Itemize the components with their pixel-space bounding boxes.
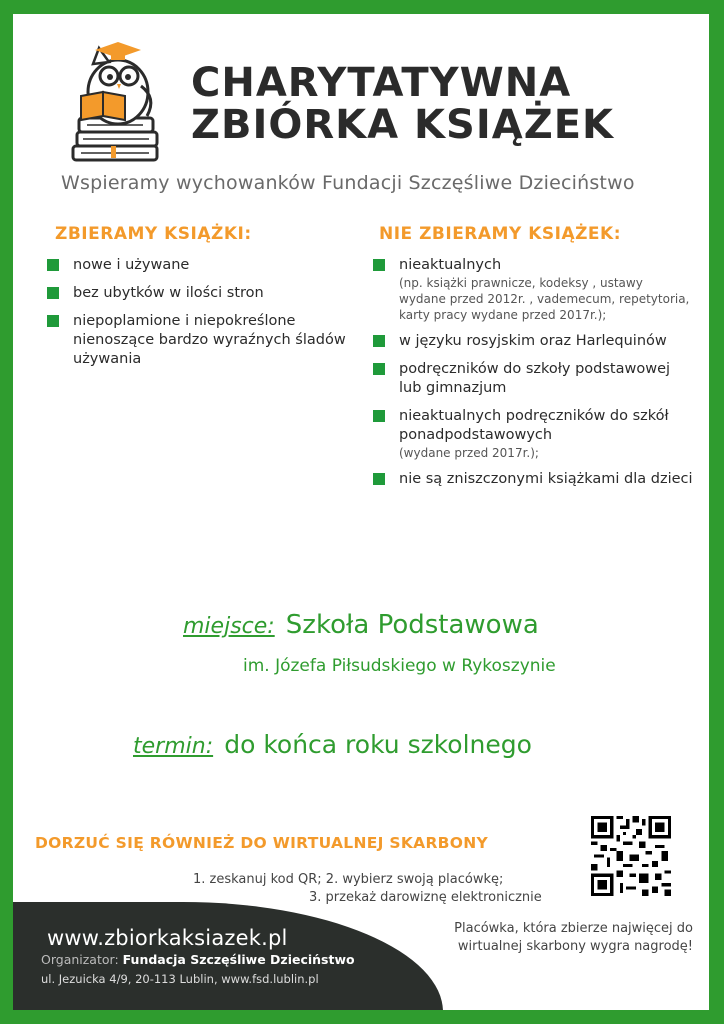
list-item — [373, 256, 693, 323]
qr-code-icon[interactable] — [591, 816, 671, 896]
bullet-square-icon — [373, 259, 385, 271]
list-item-note: (wydane przed 2017r.); — [399, 446, 539, 460]
organizer-label: Organizator: — [41, 952, 119, 967]
list-item — [373, 470, 693, 489]
list-item-text: nowe i używane — [73, 257, 190, 273]
bullet-square-icon — [373, 363, 385, 375]
list-item — [373, 360, 693, 398]
list-item-text: w języku rosyjskim oraz Harlequinów — [399, 333, 667, 349]
title-line-1: CHARYTATYWNA — [191, 60, 572, 106]
list-item — [373, 332, 693, 351]
place-value: Szkoła Podstawowa — [285, 610, 539, 640]
list-item — [373, 407, 693, 461]
bullet-square-icon — [373, 410, 385, 422]
poster-sheet — [13, 14, 709, 1010]
reject-list — [373, 256, 693, 498]
term-label: termin: — [133, 734, 214, 759]
collect-heading: ZBIERAMY KSIĄŻKI: — [55, 224, 252, 244]
list-item-text: niepoplamione i niepokreślone nienoszące bardzo wyraźnych śladów używania — [73, 313, 346, 367]
poster-subtitle: Wspieramy wychowanków Fundacji Szczęśliwe Dzieciństwo — [61, 172, 635, 194]
list-item — [47, 256, 347, 275]
list-item-text: nie są zniszczonymi książkami dla dzieci — [399, 471, 693, 487]
list-item — [47, 284, 347, 303]
list-item-text: podręczników do szkoły podstawowej lub gimnazjum — [399, 361, 671, 396]
list-item-text: nieaktualnych podręczników do szkół ponadpodstawowych — [399, 408, 669, 443]
reject-heading: NIE ZBIERAMY KSIĄŻEK: — [379, 224, 622, 244]
list-item-text: nieaktualnych — [399, 257, 502, 273]
term-line — [133, 730, 693, 759]
title-line-2: ZBIÓRKA KSIĄŻEK — [191, 102, 615, 148]
place-detail: im. Józefa Piłsudskiego w Rykoszynie — [243, 656, 556, 676]
owl-logo-icon — [63, 34, 173, 174]
bullet-square-icon — [47, 315, 59, 327]
place-line — [183, 610, 693, 640]
term-value: do końca roku szkolnego — [224, 730, 532, 759]
poster-title — [191, 62, 691, 146]
organizer-name: Fundacja Szczęśliwe Dzieciństwo — [122, 952, 355, 967]
website-link[interactable]: www.zbiorkaksiazek.pl — [47, 926, 288, 950]
bullet-square-icon — [47, 287, 59, 299]
bullet-square-icon — [373, 335, 385, 347]
prize-note: Placówka, która zbierze najwięcej do wirtualnej skarbony wygra nagrodę! — [454, 921, 693, 954]
bullet-square-icon — [373, 473, 385, 485]
bullet-square-icon — [47, 259, 59, 271]
donate-steps-line-2: 3. przekaż darowiznę elektronicznie — [309, 890, 542, 905]
organizer-address: ul. Jezuicka 4/9, 20-113 Lublin, www.fsd.lublin.pl — [41, 972, 319, 986]
list-item-note: (np. książki prawnicze, kodeksy , ustawy wydane przed 2012r. , vademecum, repetytoria, karty pracy wydane przed 2017r.); — [399, 276, 690, 322]
place-label: miejsce: — [183, 614, 275, 639]
donate-steps-line-1: 1. zeskanuj kod QR; 2. wybierz swoją placówkę; — [193, 872, 504, 887]
organizer-line — [41, 952, 355, 967]
collect-list — [47, 256, 347, 378]
list-item-text: bez ubytków w ilości stron — [73, 285, 264, 301]
list-item — [47, 312, 347, 369]
donate-heading: DORZUĆ SIĘ RÓWNIEŻ DO WIRTUALNEJ SKARBONY — [35, 834, 489, 852]
